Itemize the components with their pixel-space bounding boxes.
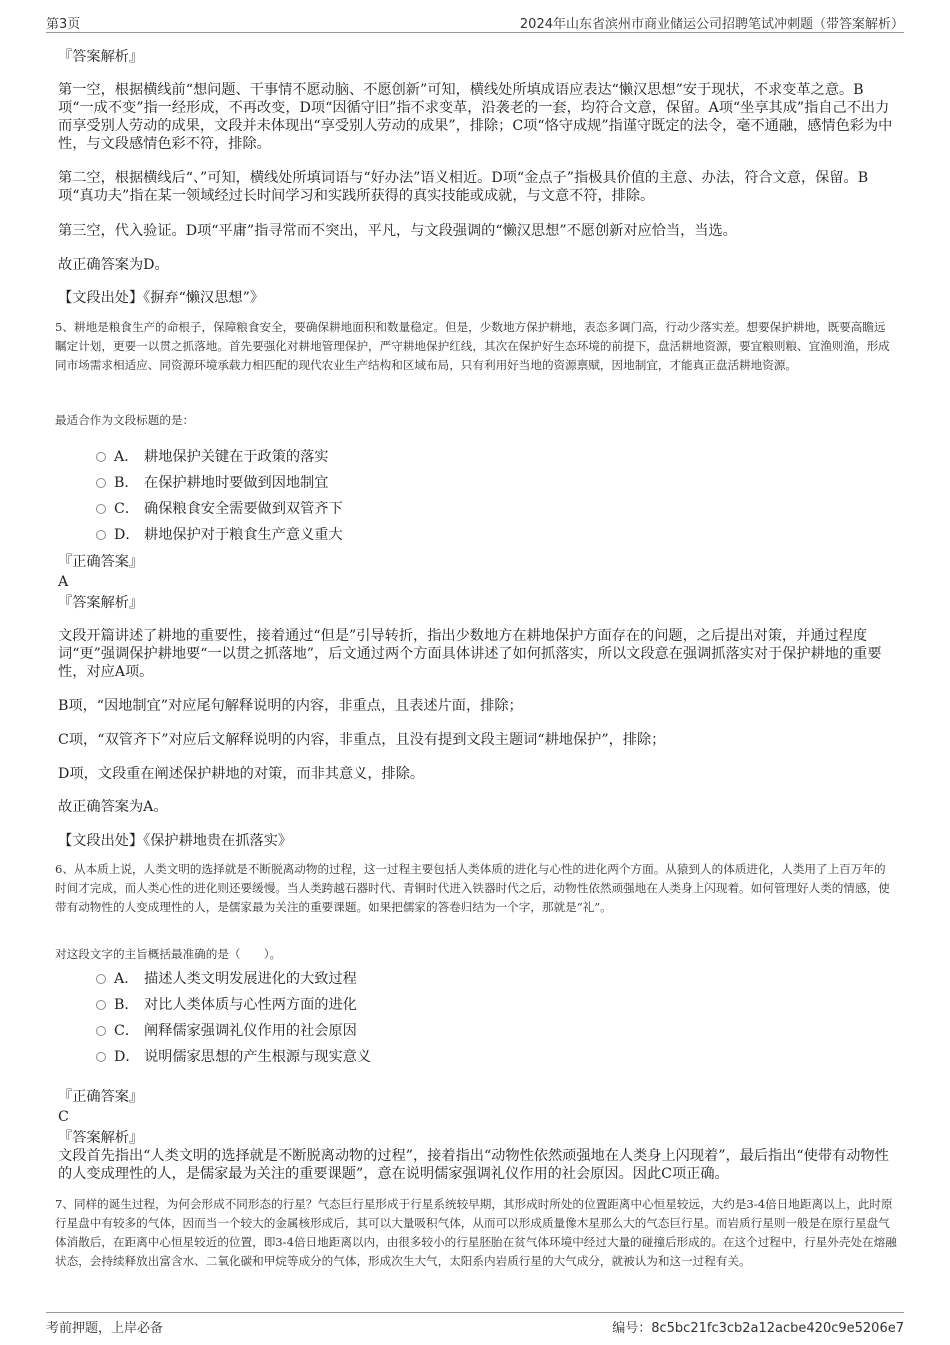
q5-option-d[interactable] — [96, 526, 343, 544]
q5-answer: A — [58, 574, 69, 590]
option-text: 耕地保护对于粮食生产意义重大 — [144, 527, 343, 543]
q5-option-c[interactable] — [96, 500, 343, 518]
q5-analysis-p3: C项，“双管齐下”对应后文解释说明的内容，非重点，且没有提到文段主题词“耕地保护”，排除； — [58, 732, 666, 748]
document-title: 2024年山东省滨州市商业储运公司招聘笔试冲刺题（带答案解析） — [519, 17, 904, 32]
radio-icon[interactable] — [96, 974, 106, 984]
option-text: 确保粮食安全需要做到双管齐下 — [144, 501, 343, 517]
q7-passage: 7、同样的诞生过程，为何会形成不同形态的行星？气态巨行星形成于行星系统较早期，其形成时所处的位置距离中心恒星较远，大约是3-4倍日地距离以上，此时原行星盘中有较多的气体，因而当一个较大的金属核形成后，其可以大量吸积气体，从而可以形成质量像木星那么大的气态巨行星。而岩质行星则一般是在原行星盘气体消散后，在距离中心恒星较近的位置，即3-4倍日地距离以内，由很多较小的行星胚胎在贫气体环境中经过大量的碰撞后形成的。在这个过程中，行星外壳处在熔融状态，会持续释放出富含水、二氧化碳和甲烷等成分的气体，形成次生大气，太阳系内岩质行星的大气成分，就被认为和这一过程有关。 — [55, 1197, 897, 1268]
q5-option-a[interactable] — [96, 448, 328, 466]
document-code: 编号：8c5bc21fc3cb2a12acbe420c9e5206e7 — [612, 1321, 904, 1336]
q4-analysis-p2: 第二空，根据横线后“、”可知，横线处所填词语与“好办法”语义相近。D项“金点子”指极具价值的主意、办法，符合文意，保留。B项“真功夫”指在某一领域经过长时间学习和实践所获得的真实技能或成就，与文意不符，排除。 — [58, 170, 869, 204]
option-letter: D． — [114, 1049, 140, 1065]
option-text: 阐释儒家强调礼仪作用的社会原因 — [144, 1023, 357, 1039]
q6-option-d[interactable] — [96, 1048, 371, 1066]
q6-answer: C — [58, 1109, 69, 1125]
q6-passage: 6、从本质上说，人类文明的选择就是不断脱离动物的过程，这一过程主要包括人类体质的进化与心性的进化两个方面。从猿到人的体质进化，人类用了上百万年的时间才完成，而人类心性的进化则还要缓慢。当人类跨越石器时代、青铜时代进入铁器时代之后，动物性依然顽强地在人类身上闪现着。如何管理好人类的情感，使带有动物性的人变成理性的人，是儒家最为关注的重要课题。如果把儒家的答卷归结为一个字，那就是“礼”。 — [55, 862, 890, 914]
q4-analysis-label: 『答案解析』 — [58, 49, 144, 65]
option-text: 说明儒家思想的产生根源与现实意义 — [144, 1049, 372, 1065]
q6-option-a[interactable] — [96, 970, 357, 988]
option-text: 耕地保护关键在于政策的落实 — [144, 449, 329, 465]
radio-icon[interactable] — [96, 530, 106, 540]
option-letter: B． — [114, 997, 139, 1013]
q6-analysis: 文段首先指出“人类文明的选择就是不断脱离动物的过程”，接着指出“动物性依然顽强地在人类身上闪现着”，最后指出“使带有动物性的人变成理性的人，是儒家最为关注的重要课题”，意在说明儒家强调礼仪作用的社会原因。因此C项正确。 — [58, 1148, 889, 1182]
radio-icon[interactable] — [96, 1026, 106, 1036]
option-text: 对比人类体质与心性两方面的进化 — [144, 997, 357, 1013]
q6-option-c[interactable] — [96, 1022, 357, 1040]
q4-source: 【文段出处】《摒弃“懒汉思想”》 — [58, 290, 265, 306]
q5-analysis-p2: B项，“因地制宜”对应尾句解释说明的内容，非重点，且表述片面，排除； — [58, 698, 523, 714]
q6-analysis-label: 『答案解析』 — [58, 1130, 144, 1146]
q5-passage: 5、耕地是粮食生产的命根子，保障粮食安全，要确保耕地面积和数量稳定。但是，少数地方保护耕地，表态多调门高，行动少落实差。想要保护耕地，既要高瞻远瞩定计划，更要一以贯之抓落地。首先要强化对耕地管理保护，严守耕地保护红线，其次在保护好生态环境的前提下，盘活耕地资源，要宜粮则粮、宜渔则渔，形成同市场需求相适应、同资源环境承载力相匹配的现代农业生产结构和区域布局，只有利用好当地的资源禀赋，因地制宜，才能真正盘活耕地资源。 — [55, 320, 890, 372]
option-letter: A． — [114, 449, 139, 465]
option-text: 在保护耕地时要做到因地制宜 — [144, 475, 329, 491]
q6-prompt: 对这段文字的主旨概括最准确的是（ ）。 — [55, 947, 282, 961]
option-text: 描述人类文明发展进化的大致过程 — [144, 971, 357, 987]
option-letter: A． — [114, 971, 139, 987]
q4-conclusion: 故正确答案为D。 — [58, 257, 169, 273]
q4-analysis-p3: 第三空，代入验证。D项“平庸”指寻常而不突出，平凡，与文段强调的“懒汉思想”不愿创新对应恰当，当选。 — [58, 223, 737, 239]
q4-analysis-p1: 第一空，根据横线前“想问题、干事情不愿动脑、不愿创新”可知，横线处所填成语应表达“懒汉思想”安于现状，不求变革之意。B项“一成不变”指一经形成，不再改变，D项“因循守旧”指不求变革，沿袭老的一套，均符合文意，保留。A项“坐享其成”指自己不出力而享受别人劳动的成果，文段并未体现出“享受别人劳动的成果”，排除；C项“恪守成规”指谨守既定的法令，毫不通融，感情色彩为中性，与文段感情色彩不符，排除。 — [58, 82, 893, 152]
page-footer — [46, 1312, 904, 1337]
q6-option-b[interactable] — [96, 996, 357, 1014]
q5-option-b[interactable] — [96, 474, 328, 492]
option-letter: C． — [114, 501, 140, 517]
q5-analysis-p1: 文段开篇讲述了耕地的重要性，接着通过“但是”引导转折，指出少数地方在耕地保护方面存在的问题，之后提出对策，并通过程度词“更”强调保护耕地要“一以贯之抓落地”，后文通过两个方面具体讲述了如何抓落实，所以文段意在强调抓落实对于保护耕地的重要性，对应A项。 — [58, 628, 882, 680]
page-number: 第3页 — [46, 17, 81, 32]
option-letter: B． — [114, 475, 139, 491]
q5-answer-label: 『正确答案』 — [58, 554, 144, 570]
q5-conclusion: 故正确答案为A。 — [58, 799, 168, 815]
q5-analysis-label: 『答案解析』 — [58, 595, 144, 611]
option-letter: C． — [114, 1023, 140, 1039]
footer-motto: 考前押题，上岸必备 — [46, 1321, 164, 1336]
radio-icon[interactable] — [96, 504, 106, 514]
radio-icon[interactable] — [96, 1052, 106, 1062]
radio-icon[interactable] — [96, 1000, 106, 1010]
radio-icon[interactable] — [96, 452, 106, 462]
q5-source: 【文段出处】《保护耕地贵在抓落实》 — [58, 833, 293, 849]
page-header — [46, 8, 904, 33]
q5-analysis-p4: D项，文段重在阐述保护耕地的对策，而非其意义，排除。 — [58, 766, 425, 782]
q5-prompt: 最适合作为文段标题的是： — [55, 413, 195, 427]
q6-answer-label: 『正确答案』 — [58, 1089, 144, 1105]
radio-icon[interactable] — [96, 478, 106, 488]
option-letter: D． — [114, 527, 140, 543]
